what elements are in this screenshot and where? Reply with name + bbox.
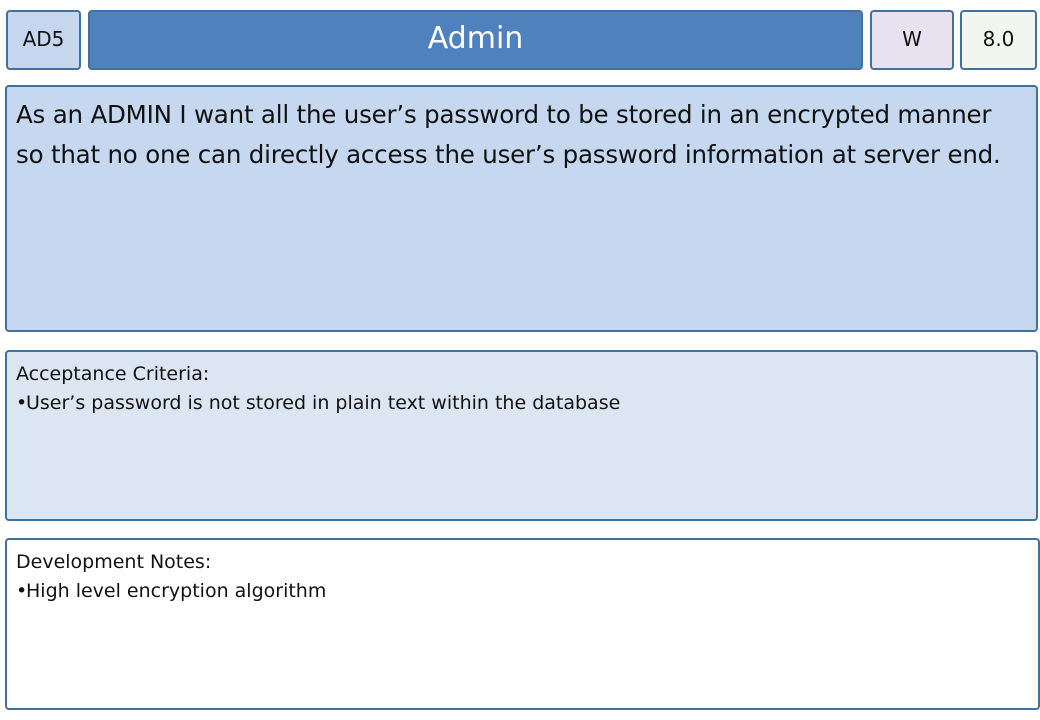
development-notes-list	[16, 576, 1028, 606]
list-item	[16, 388, 1026, 418]
user-story-text: As an ADMIN I want all the user’s password to be stored in an encrypted manner so that no one can directly access the user’s password information at server end.	[16, 100, 1001, 169]
acceptance-criterion-text: User’s password is not stored in plain text within the database	[26, 392, 621, 414]
story-type-text: W	[902, 27, 922, 51]
version-text: 8.0	[982, 27, 1015, 51]
development-note-text: High level encryption algorithm	[26, 580, 327, 602]
development-notes-heading: Development Notes:	[16, 551, 212, 573]
bullet-icon: •	[16, 392, 28, 414]
card-title: Admin	[427, 21, 524, 56]
story-type-badge	[870, 10, 954, 70]
list-item	[16, 576, 1028, 606]
bullet-icon: •	[16, 580, 28, 602]
acceptance-criteria-list	[16, 388, 1026, 418]
acceptance-criteria-panel	[5, 350, 1038, 521]
development-notes-panel	[5, 538, 1040, 710]
story-id-text: AD5	[22, 27, 65, 51]
acceptance-criteria-heading: Acceptance Criteria:	[16, 363, 210, 385]
story-id-badge	[6, 10, 81, 70]
card-title-bar	[88, 10, 863, 70]
version-badge	[960, 10, 1037, 70]
user-story-panel	[5, 85, 1038, 332]
